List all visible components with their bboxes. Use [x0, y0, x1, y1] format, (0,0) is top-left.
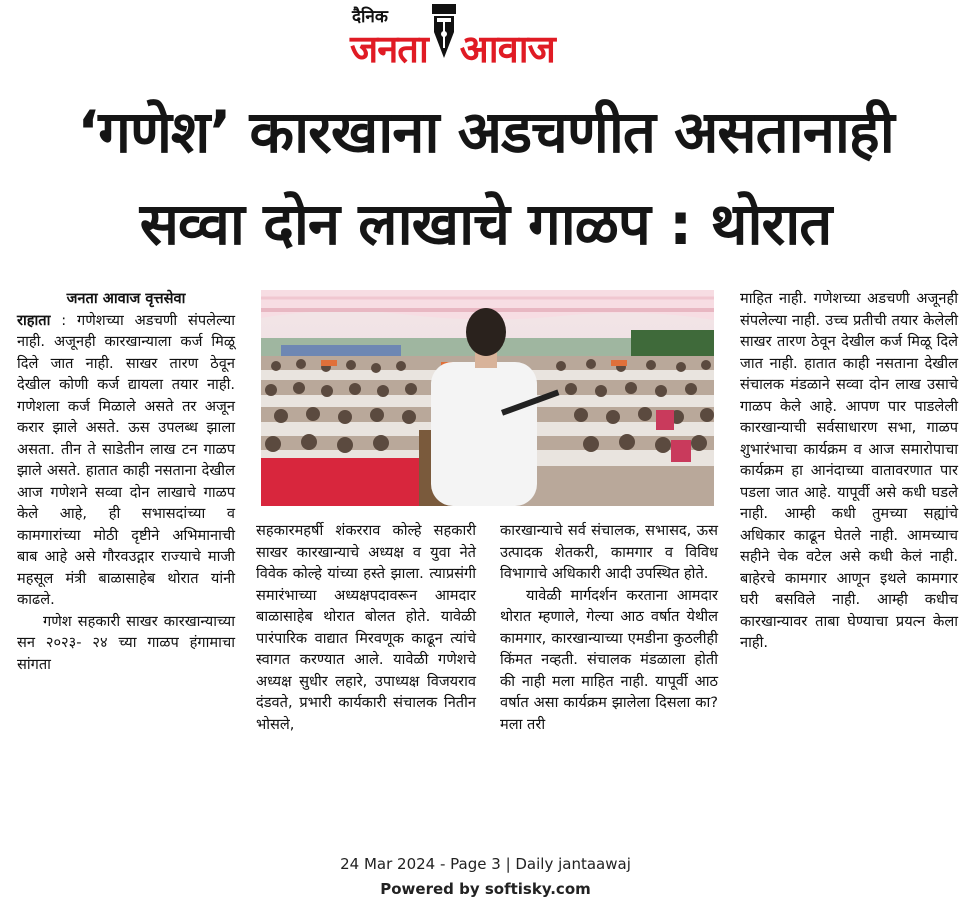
headline-line-2: सव्वा दोन लाखाचे गाळप : थोरात: [139, 190, 832, 258]
article-column-4: [740, 288, 958, 654]
article-paragraph: गणेश सहकारी साखर कारखान्याच्या सन २०२३- २४ च्या गाळप हंगामाचा सांगता: [17, 612, 235, 673]
dateline-place: राहाता: [17, 311, 51, 329]
masthead-logo: [350, 26, 555, 84]
masthead-logo-right: आवाज: [459, 27, 555, 71]
headline-line-1: ‘गणेश’ कारखाना अडचणीत असतानाही: [77, 98, 894, 166]
article-column-3: [500, 520, 718, 735]
article-column-2: [256, 520, 476, 735]
masthead-daily-label: दैनिक: [352, 7, 388, 27]
masthead: [340, 4, 640, 74]
masthead-logo-left: जनता: [350, 27, 428, 71]
article-paragraph: सहकारमहर्षी शंकरराव कोल्हे सहकारी साखर कारखान्याचे अध्यक्ष व युवा नेते विवेक कोल्हे यांच्या हस्ते झाला. त्याप्रसंगी समारंभाच्या अध्यक्षपदावरून आमदार बाळासाहेब थोरात बोलत होते. यावेळी पारंपारिक वाद्यात मिरवणूक काढून त्यांचे स्वागत करण्यात आले. यावेळी गणेशचे अध्यक्ष सुधीर लहारे, उपाध्यक्ष विजयराव दंडवते, प्रभारी कार्यकारी संचालक नितीन भोसले,: [256, 522, 476, 733]
byline: जनता आवाज वृत्तसेवा: [66, 290, 186, 307]
article-paragraph: [17, 310, 235, 611]
article-column-1: [17, 288, 235, 675]
speaker-addressing-crowd-photo: [261, 290, 714, 506]
article-text: : गणेशच्या अडचणी संपलेल्या नाही. अजूनही कारखान्याला कर्ज मिळू दिले जात नाही. साखर तारण ठेवून देखील कोणी कर्ज द्यायला तयार नाही. गणेशला कर्ज मिळाले असते तर अजून करार झाले असते. ऊस उपलब्ध झाला असता. तीन ते साडेतीन लाख टन गाळप झाले असते. हातात काही नसताना देखील आज गणेशने सव्वा दोन लाखाचे गाळप केले आहे, ही सभासदांच्या व कामगारांच्या मोठी दृष्टीने अभिमानाची बाब आहे असे गौरवउद्गार राज्याचे माजी महसूल मंत्री बाळासाहेब थोरात यांनी काढले.: [17, 311, 235, 608]
article-paragraph: यावेळी मार्गदर्शन करताना आमदार थोरात म्हणाले, गेल्या आठ वर्षात येथील कामगार, कारखान्याच्या एमडीना कुठलीही किंमत नव्हती. संचालक मंडळाला होती की नाही मला माहित नाही. यापूर्वी आठ वर्षात असा कार्यक्रम झालेला दिसला का? मला तरी: [500, 586, 718, 733]
footer-powered-by[interactable]: Powered by softisky.com: [380, 880, 591, 898]
footer-page-info: 24 Mar 2024 - Page 3 | Daily jantaawaj: [340, 855, 631, 873]
article-paragraph: कारखान्याचे सर्व संचालक, सभासद, ऊस उत्पादक शेतकरी, कामगार व विविध विभागाचे अधिकारी आदी उपस्थित होते.: [500, 522, 718, 582]
article-paragraph: माहित नाही. गणेशच्या अडचणी अजूनही संपलेल्या नाही. उच्च प्रतीची तयार केलेली साखर तारण ठेवून देखील कर्ज मिळू दिले जात नाही. हातात काही नसताना देखील संचालक मंडळाने सव्वा दोन लाख उसाचे गाळप केले आहे. आपण पार पाडलेली कारखान्याची सर्वसाधारण सभा, गाळप शुभारंभाचा कार्यक्रम व आज समारोपाचा कार्यक्रम हा आनंदाच्या वातावरणात पार पडला जात आहे. यापूर्वी असे कधी घडले नाही. आम्ही कधी तुमच्या सह्यांचे अधिकार काढून घेतले नाही. आमच्याच सहीने चेक वटेल असे कधी केलं नाही. बाहेरचे कामगार आणून इथले कामगार घरी बसविले नाही. आम्ही कधीच कारखान्यावर ताबा घेण्याचा प्रयत्न केला नाही.: [740, 290, 958, 651]
article-photo: [261, 290, 714, 506]
pen-nib-icon: [430, 2, 458, 60]
